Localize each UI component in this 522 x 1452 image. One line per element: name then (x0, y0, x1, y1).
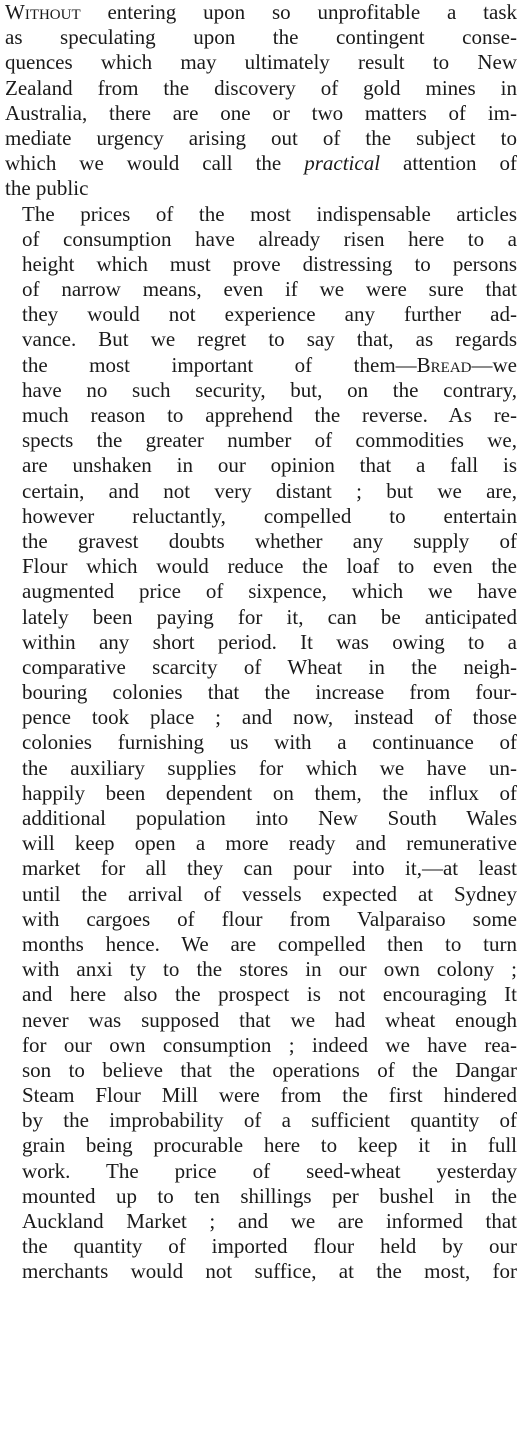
text-segment: however reluctantly, compelled to entertain (22, 503, 517, 528)
text-segment: mounted up to ten shillings per bushel in the (22, 1183, 517, 1208)
text-segment: mediate urgency arising out of the subject to (5, 125, 517, 150)
text-line (5, 0, 517, 25)
text-line (5, 1033, 517, 1058)
text-segment: as speculating upon the contingent conse- (5, 25, 517, 50)
text-segment: pence took place ; and now, instead of those (22, 705, 517, 730)
text-segment: have no such security, but, on the contrary, (22, 377, 517, 402)
text-line (5, 856, 517, 881)
text-line (5, 378, 517, 403)
text-segment: are unshaken in our opinion that a fall is (22, 453, 517, 478)
article-column (5, 0, 517, 1285)
text-line (5, 756, 517, 781)
text-segment: of narrow means, even if we were sure that (22, 277, 517, 302)
text-segment: Steam Flour Mill were from the first hindered (22, 1083, 517, 1108)
text-line (5, 252, 517, 277)
text-segment: The prices of the most indispensable articles (22, 201, 517, 226)
text-segment: with cargoes of flour from Valparaiso some (22, 906, 517, 931)
text-line (5, 1234, 517, 1259)
text-line (5, 1209, 517, 1234)
text-segment: within any short period. It was owing to a (22, 629, 517, 654)
text-segment: Auckland Market ; and we are informed that (22, 1209, 517, 1233)
paragraph-2 (5, 202, 517, 1285)
text-segment: much reason to apprehend the reverse. As re- (22, 403, 517, 427)
text-segment: lately been paying for it, can be anticipated (22, 604, 517, 629)
text-line (5, 957, 517, 982)
text-line (5, 705, 517, 730)
text-line (5, 806, 517, 831)
text-segment: additional population into New South Wales (22, 806, 517, 830)
text-segment: of consumption have already risen here to a (22, 226, 517, 251)
text-segment: for our own consumption ; indeed we have rea- (22, 1032, 517, 1057)
text-segment: by the improbability of a sufficient quantity of (22, 1108, 517, 1133)
text-segment: and here also the prospect is not encouraging It (22, 982, 517, 1007)
text-line (5, 932, 517, 957)
text-segment: —we (471, 352, 517, 377)
text-segment: entering upon so unprofitable a task (80, 0, 517, 24)
text-line (5, 882, 517, 907)
text-line (5, 1184, 517, 1209)
text-line (5, 907, 517, 932)
text-line (5, 327, 517, 352)
text-segment: the public (5, 176, 89, 201)
paragraph-1 (5, 0, 517, 202)
text-segment: colonies furnishing us with a continuance of (22, 730, 517, 755)
text-line (5, 504, 517, 529)
text-segment: never was supposed that we had wheat enough (22, 1007, 517, 1032)
text-line (5, 730, 517, 755)
text-line (5, 982, 517, 1007)
text-segment: which we would call the (5, 151, 305, 176)
text-line (5, 1133, 517, 1158)
text-line (5, 1108, 517, 1133)
text-line (5, 101, 517, 126)
text-segment: augmented price of sixpence, which we have (22, 579, 517, 604)
text-segment: certain, and not very distant ; but we are, (22, 478, 517, 503)
text-segment: Flour which would reduce the loaf to even the (22, 554, 517, 579)
text-line (5, 1259, 517, 1284)
text-segment: market for all they can pour into it,—at least (22, 856, 517, 881)
text-line (5, 579, 517, 604)
small-caps-text: Without (5, 0, 81, 24)
text-segment: the gravest doubts whether any supply of (22, 528, 517, 553)
text-segment: vance. But we regret to say that, as regards (22, 327, 517, 352)
text-segment: work. The price of seed-wheat yesterday (22, 1158, 517, 1183)
text-line (5, 202, 517, 227)
text-line (5, 25, 517, 50)
text-line (5, 1083, 517, 1108)
italic-text: practical (304, 151, 381, 176)
text-segment: comparative scarcity of Wheat in the neigh- (22, 654, 517, 679)
text-segment: height which must prove distressing to persons (22, 251, 517, 276)
text-line (5, 277, 517, 302)
text-line (5, 781, 517, 806)
text-segment: spects the greater number of commodities we, (22, 428, 517, 453)
text-line (5, 453, 517, 478)
text-line (5, 353, 517, 378)
small-caps-text: Bread (416, 352, 472, 377)
text-segment: until the arrival of vessels expected at Sydney (22, 881, 517, 906)
text-segment: quences which may ultimately result to New (5, 50, 517, 75)
text-line (5, 1008, 517, 1033)
text-line (5, 176, 517, 201)
text-line (5, 76, 517, 101)
text-line (5, 479, 517, 504)
text-line (5, 655, 517, 680)
text-segment: the most important of them— (22, 352, 417, 377)
text-line (5, 605, 517, 630)
text-segment: they would not experience any further ad- (22, 302, 517, 327)
text-line (5, 151, 517, 176)
text-line (5, 554, 517, 579)
text-line (5, 403, 517, 428)
text-line (5, 630, 517, 655)
text-segment: bouring colonies that the increase from four- (22, 680, 517, 705)
text-line (5, 831, 517, 856)
text-segment: son to believe that the operations of the Dangar (22, 1057, 517, 1082)
text-line (5, 680, 517, 705)
text-segment: the auxiliary supplies for which we have un- (22, 755, 517, 780)
text-segment: Australia, there are one or two matters of im- (5, 100, 517, 125)
text-segment: merchants would not suffice, at the most, for (22, 1259, 517, 1284)
text-line (5, 50, 517, 75)
text-line (5, 227, 517, 252)
text-line (5, 1159, 517, 1184)
text-segment: the quantity of imported flour held by our (22, 1234, 517, 1259)
text-line (5, 1058, 517, 1083)
text-segment: months hence. We are compelled then to turn (22, 931, 517, 956)
text-segment: with anxi ty to the stores in our own colony ; (22, 957, 517, 982)
text-line (5, 302, 517, 327)
text-segment: grain being procurable here to keep it in full (22, 1133, 517, 1158)
text-segment: Zealand from the discovery of gold mines in (5, 75, 517, 100)
text-segment: happily been dependent on them, the influx of (22, 780, 517, 805)
text-line (5, 529, 517, 554)
text-segment: will keep open a more ready and remunerative (22, 831, 517, 856)
text-segment: attention of (380, 151, 517, 176)
text-line (5, 428, 517, 453)
text-line (5, 126, 517, 151)
